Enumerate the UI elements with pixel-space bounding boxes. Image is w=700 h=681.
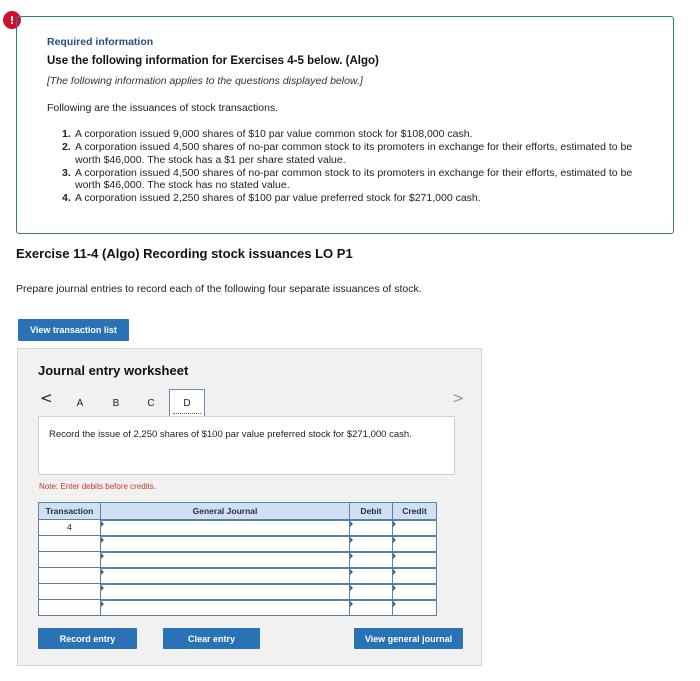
debit-input[interactable] — [350, 568, 393, 584]
debit-column-header: Debit — [350, 503, 393, 520]
account-input[interactable] — [101, 520, 350, 536]
list-item: 1. A corporation issued 9,000 shares of $10 par value common stock for $108,000 cash. — [62, 128, 473, 140]
view-general-journal-button[interactable]: View general journal — [354, 628, 463, 649]
tab-d[interactable]: D — [169, 389, 205, 417]
record-entry-button[interactable]: Record entry — [38, 628, 137, 649]
account-input[interactable] — [101, 584, 350, 600]
table-row — [39, 584, 437, 600]
tab-b[interactable]: B — [112, 397, 120, 409]
journal-entry-table — [38, 502, 437, 616]
debit-input[interactable] — [350, 600, 393, 616]
transaction-list — [47, 128, 647, 205]
account-input[interactable] — [101, 536, 350, 552]
journal-entry-worksheet — [17, 348, 482, 666]
worksheet-title: Journal entry worksheet — [38, 363, 189, 378]
transaction-cell — [39, 568, 101, 584]
general-journal-column-header: General Journal — [101, 503, 350, 520]
credit-input[interactable] — [393, 568, 437, 584]
exercise-description: Prepare journal entries to record each of the following four separate issuances of stock. — [16, 283, 422, 295]
credit-column-header: Credit — [393, 503, 437, 520]
alert-icon: ! — [3, 11, 21, 29]
credit-input[interactable] — [393, 520, 437, 536]
next-arrow-icon[interactable]: > — [452, 389, 465, 407]
required-information-title: Required information — [47, 36, 154, 48]
exercise-set-heading: Use the following information for Exercises 4-5 below. (Algo) — [47, 55, 379, 67]
credit-input[interactable] — [393, 536, 437, 552]
transaction-cell — [39, 536, 101, 552]
previous-arrow-icon[interactable]: < — [40, 389, 53, 407]
transaction-instruction: Record the issue of 2,250 shares of $100 par value preferred stock for $271,000 cash. — [38, 416, 455, 475]
account-input[interactable] — [101, 600, 350, 616]
debit-input[interactable] — [350, 536, 393, 552]
debit-input[interactable] — [350, 552, 393, 568]
view-transaction-list-button[interactable]: View transaction list — [18, 319, 129, 341]
list-item: 4. A corporation issued 2,250 shares of $100 par value preferred stock for $271,000 cash. — [62, 192, 481, 204]
transaction-cell — [39, 584, 101, 600]
transaction-cell: 4 — [39, 520, 101, 536]
transaction-cell — [39, 552, 101, 568]
transactions-intro: Following are the issuances of stock transactions. — [47, 102, 279, 114]
list-item: 2. A corporation issued 4,500 shares of no-par common stock to its promoters in exchange for their efforts, estimated to be worth $46,000. The stock has a $1 per share stated value. — [62, 141, 633, 166]
table-row — [39, 520, 437, 536]
clear-entry-button[interactable]: Clear entry — [163, 628, 260, 649]
required-information-panel — [16, 16, 674, 234]
credit-input[interactable] — [393, 584, 437, 600]
exercise-title: Exercise 11-4 (Algo) Recording stock issuances LO P1 — [16, 246, 353, 261]
credit-input[interactable] — [393, 600, 437, 616]
table-row — [39, 600, 437, 616]
tab-c[interactable]: C — [147, 397, 155, 409]
table-row — [39, 536, 437, 552]
transaction-column-header: Transaction — [39, 503, 101, 520]
credit-input[interactable] — [393, 552, 437, 568]
account-input[interactable] — [101, 568, 350, 584]
debit-input[interactable] — [350, 520, 393, 536]
account-input[interactable] — [101, 552, 350, 568]
table-row — [39, 552, 437, 568]
debit-input[interactable] — [350, 584, 393, 600]
applies-note: [The following information applies to the questions displayed below.] — [47, 75, 363, 87]
table-row — [39, 568, 437, 584]
tab-a[interactable]: A — [76, 397, 84, 409]
debits-before-credits-note: Note: Enter debits before credits. — [39, 482, 156, 491]
list-item: 3. A corporation issued 4,500 shares of no-par common stock to its promoters in exchange for their efforts, estimated to be worth $46,000. The stock has no stated value. — [62, 166, 633, 191]
transaction-cell — [39, 600, 101, 616]
